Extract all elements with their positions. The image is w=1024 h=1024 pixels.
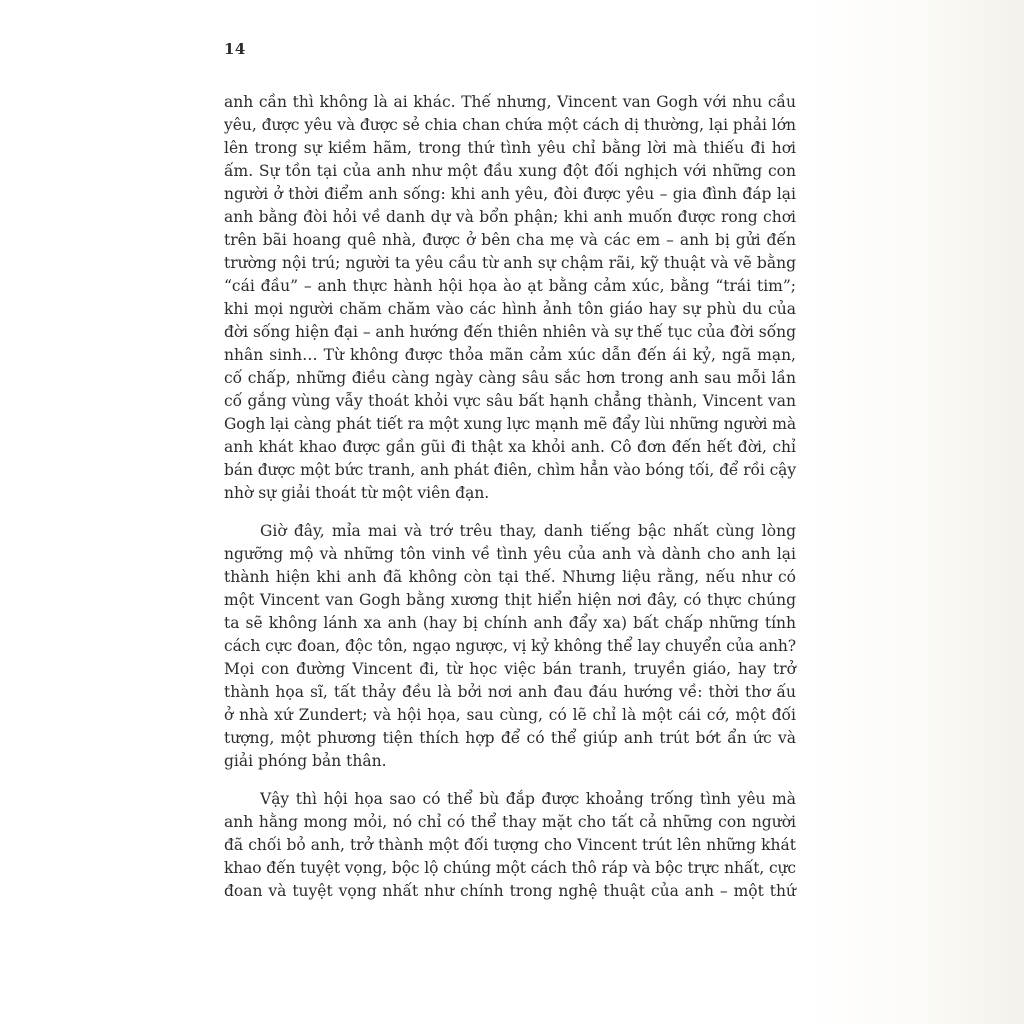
text-line: yêu, được yêu và được sẻ chia chan chứa một cách dị thường, lại phải lớn [224,116,796,134]
text-line: Gogh lại càng phát tiết ra một xung lực mạnh mẽ đẩy lùi những người mà [224,415,796,433]
text-line: trên bãi hoang quê nhà, được ở bên cha mẹ và các em – anh bị gửi đến [224,231,796,249]
text-line: người ở thời điểm anh sống: khi anh yêu, đòi được yêu – gia đình đáp lại [224,185,796,203]
text-line: ngưỡng mộ và những tôn vinh về tình yêu của anh và dành cho anh lại [224,545,796,563]
text-line: Mọi con đường Vincent đi, từ học việc bán tranh, truyền giáo, hay trở [224,660,796,678]
text-line: cách cực đoan, độc tôn, ngạo ngược, vị kỷ không thể lay chuyển của anh? [224,637,796,655]
text-line: khao đến tuyệt vọng, bộc lộ chúng một cách thô ráp và bộc trực nhất, cực [224,859,796,877]
text-line: Vậy thì hội họa sao có thể bù đắp được khoảng trống tình yêu mà [260,790,796,808]
text-line: ta sẽ không lánh xa anh (hay bị chính anh đẩy xa) bất chấp những tính [224,614,796,632]
text-line: cố chấp, những điều càng ngày càng sâu sắc hơn trong anh sau mỗi lần [224,369,796,387]
text-line: giải phóng bản thân. [224,752,387,770]
text-line: đoan và tuyệt vọng nhất như chính trong nghệ thuật của anh – một thứ [224,882,796,900]
text-line: lên trong sự kiềm hãm, trong thứ tình yêu chỉ bằng lời mà thiếu đi hơi [224,139,796,157]
paragraph-1 [224,91,796,505]
text-line: anh bằng đòi hỏi về danh dự và bổn phận; khi anh muốn được rong chơi [224,208,796,226]
text-line: một Vincent van Gogh bằng xương thịt hiển hiện nơi đây, có thực chúng [224,591,796,609]
text-line: đã chối bỏ anh, trở thành một đối tượng cho Vincent trút lên những khát [224,836,796,854]
paragraph-2 [224,520,796,773]
text-line: nhân sinh… Từ không được thỏa mãn cảm xúc dẫn đến ái kỷ, ngã mạn, [224,346,796,364]
text-line: bán được một bức tranh, anh phát điên, chìm hẳn vào bóng tối, để rồi cậy [224,461,796,479]
text-line: đời sống hiện đại – anh hướng đến thiên nhiên và sự thế tục của đời sống [224,323,796,341]
text-line: thành hiện khi anh đã không còn tại thế. Nhưng liệu rằng, nếu như có [224,568,796,586]
body-text [224,91,796,903]
text-line: ở nhà xứ Zundert; và hội họa, sau cùng, có lẽ chỉ là một cái cớ, một đối [224,706,796,724]
text-line: khi mọi người chăm chăm vào các hình ảnh tôn giáo hay sự phù du của [224,300,796,318]
paragraph-3 [224,788,796,903]
text-line: cố gắng vùng vẫy thoát khỏi vực sâu bất hạnh chẳng thành, Vincent van [224,392,796,410]
paper-edge-shading [814,0,1024,1024]
text-line: Giờ đây, mỉa mai và trớ trêu thay, danh tiếng bậc nhất cùng lòng [260,522,796,540]
text-line: tượng, một phương tiện thích hợp để có thể giúp anh trút bớt ẩn ức và [224,729,796,747]
text-line: “cái đầu” – anh thực hành hội họa ào ạt bằng cảm xúc, bằng “trái tim”; [224,277,796,295]
text-line: anh khát khao được gần gũi đi thật xa khỏi anh. Cô đơn đến hết đời, chỉ [224,438,796,456]
text-line: thành họa sĩ, tất thảy đều là bởi nơi anh đau đáu hướng về: thời thơ ấu [224,683,796,701]
text-line: anh cần thì không là ai khác. Thế nhưng, Vincent van Gogh với nhu cầu [224,93,796,111]
text-line: trường nội trú; người ta yêu cầu từ anh sự chậm rãi, kỹ thuật và vẽ bằng [224,254,796,272]
text-line: anh hằng mong mỏi, nó chỉ có thể thay mặt cho tất cả những con người [224,813,796,831]
text-line: ấm. Sự tồn tại của anh như một đầu xung đột đối nghịch với những con [224,162,796,180]
text-line: nhờ sự giải thoát từ một viên đạn. [224,484,490,502]
page-number: 14 [224,40,246,58]
